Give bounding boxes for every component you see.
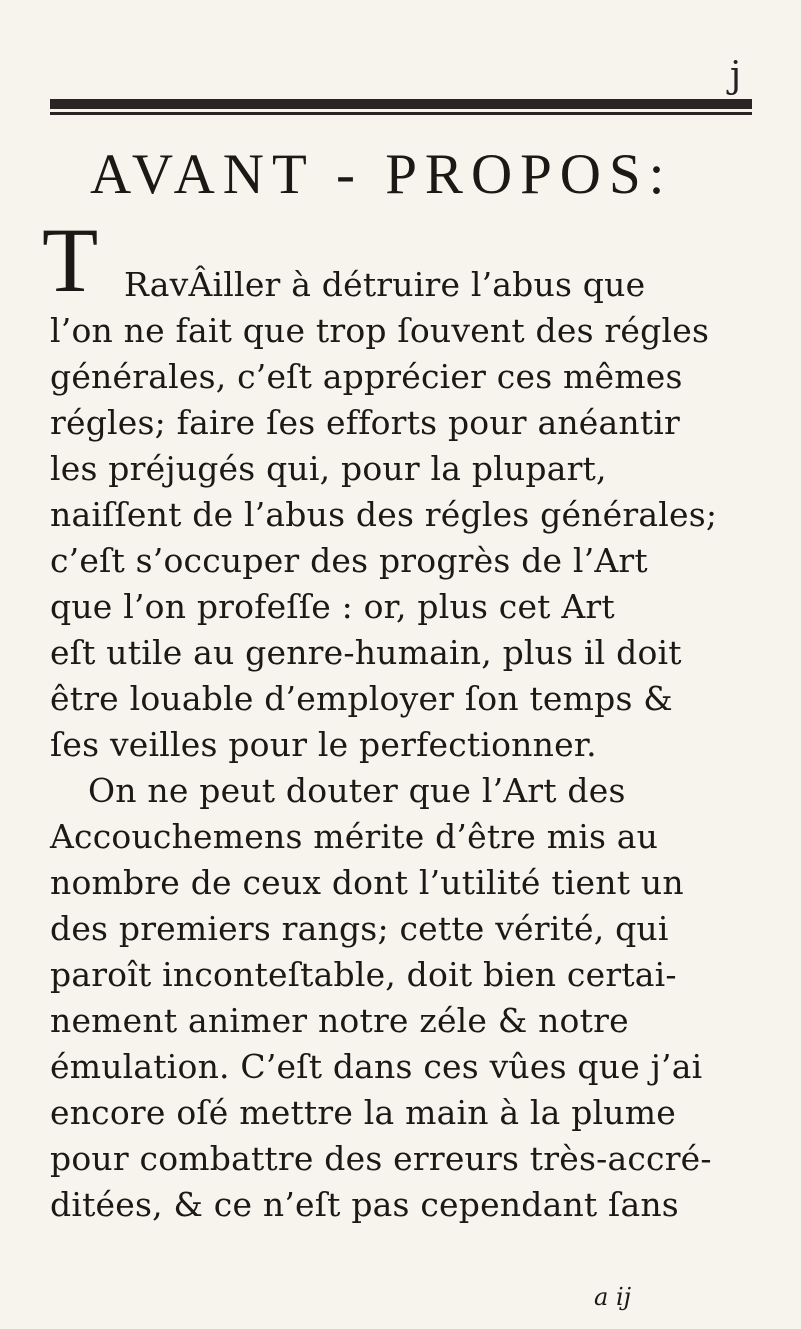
text-line-2: l’on ne fait que trop ſouvent des régles [50, 311, 710, 350]
drop-cap: T [42, 209, 99, 311]
text-line-7: c’eſt s’occuper des progrès de l’Art [50, 541, 648, 580]
text-line-6: naiſſent de l’abus des régles générales; [50, 495, 718, 534]
text-line-19: encore oſé mettre la main à la plume [50, 1093, 676, 1132]
text-line-21: ditées, & ce n’eſt pas cependant ſans [50, 1185, 679, 1224]
text-line-4: régles; faire ſes efforts pour anéantir [50, 403, 681, 442]
text-line-12: On ne peut douter que l’Art des [88, 771, 626, 810]
text-line-16: paroît inconteſtable, doit bien certai- [50, 955, 677, 994]
ornamental-rule-thick [50, 99, 752, 109]
text-line-5: les préjugés qui, pour la plupart, [50, 449, 607, 488]
text-line-18: émulation. C’eſt dans ces vûes que j’ai [50, 1047, 703, 1086]
page-heading: AVANT - PROPOS: [90, 143, 673, 206]
text-line-13: Accouchemens mérite d’être mis au [50, 817, 659, 856]
printer-mark: j [730, 55, 742, 96]
text-line-14: nombre de ceux dont l’utilité tient un [50, 863, 684, 902]
text-line-1: RavÂiller à détruire l’abus que [124, 265, 646, 304]
text-line-9: eſt utile au genre-humain, plus il doit [50, 633, 682, 672]
text-line-11: ſes veilles pour le perfectionner. [50, 725, 597, 764]
text-line-15: des premiers rangs; cette vérité, qui [50, 909, 669, 948]
text-line-3: générales, c’eſt apprécier ces mêmes [50, 357, 683, 396]
catchword-signature: a ij [594, 1283, 632, 1311]
text-line-17: nement animer notre zéle & notre [50, 1001, 629, 1040]
text-line-8: que l’on profeſſe : or, plus cet Art [50, 587, 615, 626]
text-line-10: être louable d’employer ſon temps & [50, 679, 673, 718]
text-line-20: pour combattre des erreurs très-accré- [50, 1139, 712, 1178]
ornamental-rule-thin [50, 112, 752, 115]
